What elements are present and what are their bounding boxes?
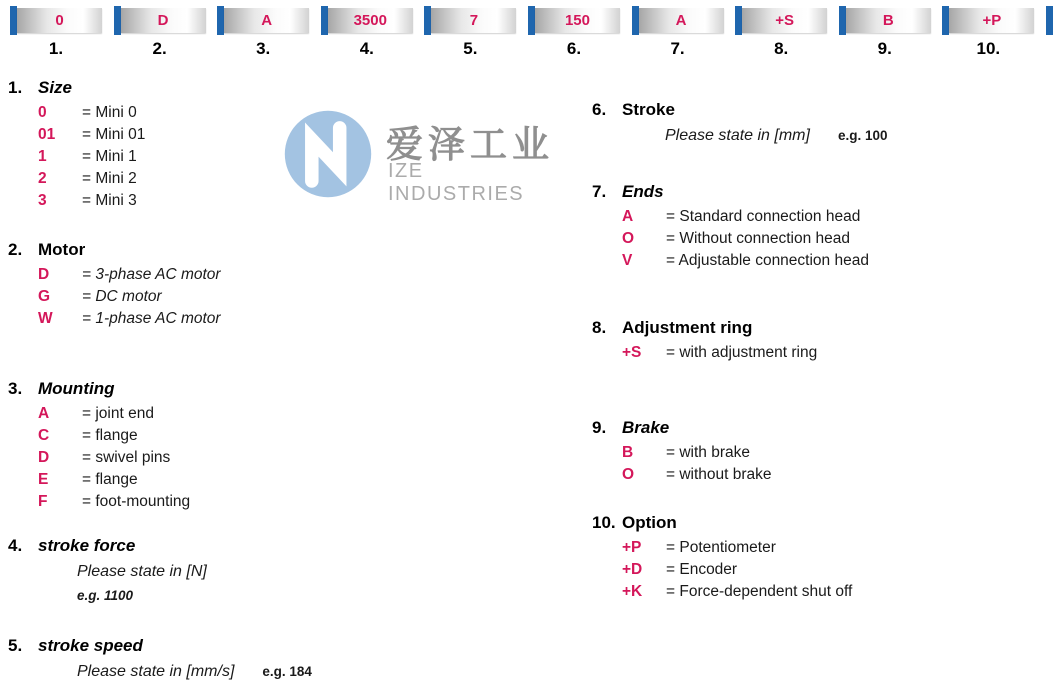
segment-number: 9.	[877, 39, 892, 58]
segment-divider-bar	[632, 6, 639, 35]
legend-row	[592, 537, 852, 559]
code-value: +D	[622, 561, 643, 578]
code-value: D	[38, 266, 50, 283]
legend-row	[592, 228, 869, 250]
section-mounting	[8, 379, 190, 513]
segment-divider-bar	[839, 6, 846, 35]
segment-divider-bar	[942, 6, 949, 35]
segment-value-box: 0	[17, 8, 102, 33]
section-title: Brake	[622, 418, 670, 437]
code-value: E	[38, 471, 49, 488]
code-segment-10	[942, 5, 1046, 59]
segment-divider-bar	[424, 6, 431, 35]
segment-divider-bar	[735, 6, 742, 35]
code-value: +S	[622, 344, 642, 361]
code-description: = Mini 3	[82, 192, 137, 209]
section-title: Motor	[38, 240, 86, 259]
section-stroke	[592, 100, 887, 148]
code-value: O	[622, 466, 635, 483]
legend-row	[8, 403, 190, 425]
code-description: = Potentiometer	[666, 539, 776, 556]
section-motor	[8, 240, 221, 330]
code-value: 2	[38, 170, 47, 187]
segment-number: 3.	[256, 39, 271, 58]
code-value: D	[38, 449, 50, 466]
segment-value-box: A	[639, 8, 724, 33]
segment-divider-bar-end	[1046, 6, 1053, 35]
code-value: 0	[38, 104, 47, 121]
section-number: 8.	[592, 318, 607, 337]
ize-logo-icon	[283, 108, 373, 200]
code-value: 1	[38, 148, 47, 165]
code-value: A	[38, 405, 50, 422]
segment-number: 6.	[566, 39, 582, 58]
code-description: = Mini 1	[82, 148, 137, 165]
watermark-chinese-text: 爱泽工业	[386, 124, 554, 165]
code-value: 3	[38, 192, 47, 209]
legend-row	[592, 559, 852, 581]
code-value: +K	[622, 583, 643, 600]
legend-row	[8, 264, 221, 286]
code-description: = joint end	[82, 405, 154, 422]
ordering-code-bar	[10, 5, 1053, 59]
section-title: Size	[38, 78, 73, 97]
instruction-note: Please state in [N]	[77, 563, 207, 580]
legend-row	[8, 102, 145, 124]
segment-divider-bar	[114, 6, 121, 35]
section-option	[592, 513, 852, 603]
code-segment-8	[735, 5, 839, 59]
segment-value-box: A	[224, 8, 309, 33]
section-title: Mounting	[38, 379, 115, 398]
segment-divider-bar	[321, 6, 328, 35]
section-number: 3.	[8, 379, 23, 398]
instruction-note: Please state in [mm/s]	[77, 663, 235, 680]
code-segment-9	[839, 5, 943, 59]
section-number: 2.	[8, 240, 23, 259]
code-description: = with brake	[666, 444, 751, 461]
section-title: Ends	[622, 182, 664, 201]
segment-value-box: +P	[949, 8, 1034, 33]
section-number: 1.	[8, 78, 23, 97]
section-title: stroke speed	[38, 636, 143, 655]
code-value: F	[38, 493, 48, 510]
code-value: G	[38, 288, 51, 305]
code-segment-6	[528, 5, 632, 59]
instruction-note: Please state in [mm]	[665, 127, 810, 144]
example-value: e.g. 1100	[77, 588, 134, 603]
legend-row	[592, 442, 772, 464]
code-value: 01	[38, 126, 56, 143]
code-description: = 3-phase AC motor	[82, 266, 221, 283]
section-brake	[592, 418, 772, 486]
legend-row	[592, 464, 772, 486]
section-adjustment-ring	[592, 318, 817, 364]
segment-value-box: 3500	[328, 8, 413, 33]
code-description: = without brake	[666, 466, 772, 483]
watermark-latin-text: IZE INDUSTRIES	[388, 160, 525, 205]
legend-row	[8, 308, 221, 330]
code-segment-7	[632, 5, 736, 59]
example-value: e.g. 184	[262, 664, 312, 679]
section-title: stroke force	[38, 536, 136, 555]
legend-row	[592, 206, 869, 228]
code-description: = Standard connection head	[666, 208, 861, 225]
code-segment-1	[10, 5, 114, 59]
code-description: = Mini 0	[82, 104, 137, 121]
segment-number: 8.	[774, 39, 789, 58]
segment-divider-bar	[528, 6, 535, 35]
code-segment-4	[321, 5, 425, 59]
segment-number: 1.	[48, 39, 64, 58]
legend-row	[8, 146, 145, 168]
section-number: 10.	[592, 513, 616, 532]
code-value: C	[38, 427, 50, 444]
segment-value-box: 150	[535, 8, 620, 33]
legend-row	[8, 124, 145, 146]
code-description: = flange	[82, 427, 138, 444]
legend-row	[8, 425, 190, 447]
segment-number: 5.	[463, 39, 478, 58]
code-value: W	[38, 310, 53, 327]
example-value: e.g. 100	[837, 128, 888, 143]
section-title: Option	[622, 513, 677, 532]
code-description: = Mini 01	[82, 126, 146, 143]
legend-row	[8, 168, 145, 190]
section-number: 6.	[592, 100, 607, 119]
code-description: = Adjustable connection head	[666, 252, 869, 269]
code-value: B	[622, 444, 634, 461]
code-segment-5	[424, 5, 528, 59]
section-number: 7.	[592, 182, 607, 201]
segment-value-box: 7	[431, 8, 516, 33]
segment-number: 7.	[670, 39, 685, 58]
segment-divider-bar	[10, 6, 17, 35]
code-description: = with adjustment ring	[666, 344, 818, 361]
section-number: 9.	[592, 418, 607, 437]
legend-row	[8, 469, 190, 491]
segment-number: 2.	[152, 39, 167, 58]
section-number: 4.	[8, 536, 23, 555]
code-description: = foot-mounting	[82, 493, 191, 510]
code-description: = flange	[82, 471, 138, 488]
segment-value-box: B	[846, 8, 931, 33]
ize-watermark	[283, 108, 563, 203]
legend-row	[8, 447, 190, 469]
section-stroke-force	[8, 536, 207, 608]
segment-number: 10.	[976, 39, 1001, 58]
code-value: V	[622, 252, 633, 269]
code-description: = Mini 2	[82, 170, 137, 187]
code-segment-3	[217, 5, 321, 59]
segment-value-box: D	[121, 8, 206, 33]
code-description: = Without connection head	[666, 230, 850, 247]
legend-row	[8, 491, 190, 513]
section-title: Stroke	[622, 100, 675, 119]
legend-row	[592, 581, 852, 603]
code-description: = swivel pins	[82, 449, 171, 466]
legend-row	[8, 190, 145, 212]
section-size	[8, 78, 145, 212]
section-title: Adjustment ring	[622, 318, 753, 337]
code-description: = DC motor	[82, 288, 162, 305]
segment-divider-bar	[217, 6, 224, 35]
code-value: O	[622, 230, 635, 247]
code-value: A	[622, 208, 634, 225]
legend-row	[592, 342, 817, 364]
legend-row	[592, 250, 869, 272]
code-description: = 1-phase AC motor	[82, 310, 221, 327]
code-value: +P	[622, 539, 642, 556]
section-stroke-speed	[8, 636, 312, 684]
legend-row	[8, 286, 221, 308]
code-segment-2	[114, 5, 218, 59]
segment-number: 4.	[359, 39, 374, 58]
code-description: = Encoder	[666, 561, 738, 578]
section-ends	[592, 182, 869, 272]
segment-value-box: +S	[742, 8, 827, 33]
code-description: = Force-dependent shut off	[666, 583, 853, 600]
section-number: 5.	[8, 636, 23, 655]
